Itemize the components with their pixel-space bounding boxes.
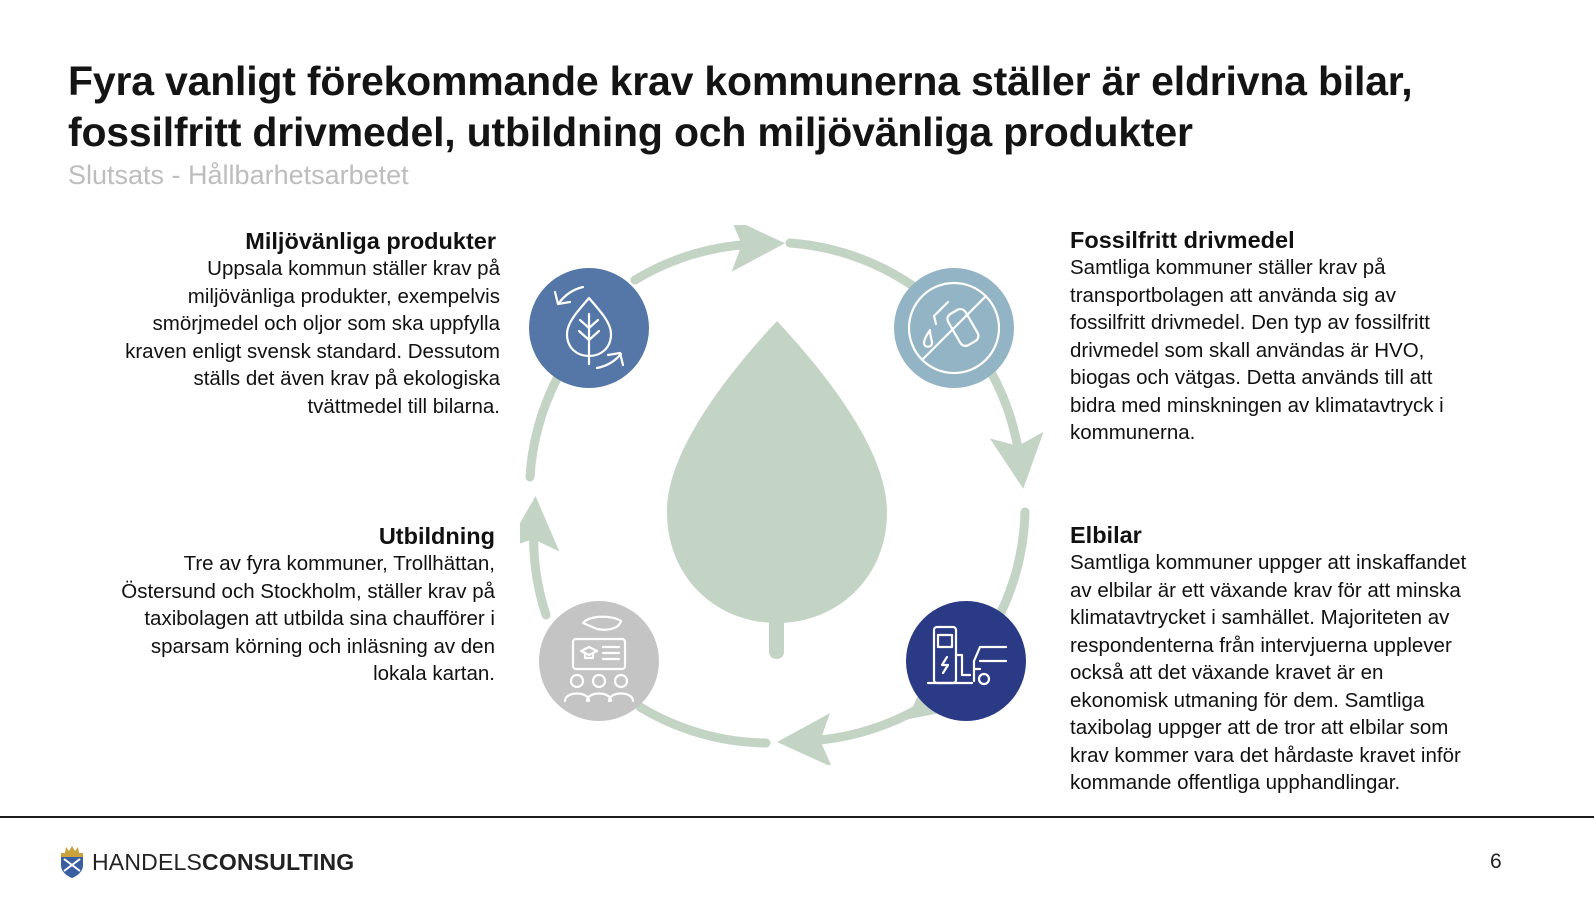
block-line: respondenterna från intervjuerna upplever bbox=[1070, 633, 1452, 657]
block-line: smörjmedel och oljor som ska uppfylla bbox=[152, 312, 500, 335]
cycle-ring-segment bbox=[530, 373, 560, 477]
cycle-diagram bbox=[520, 225, 1060, 765]
brand-name bbox=[92, 849, 354, 876]
block-line: biogas och vätgas. Detta används till att bbox=[1070, 366, 1433, 389]
slide-title-line-2: fossilfritt drivmedel, utbildning och miljövänliga produkter bbox=[68, 109, 1193, 155]
block-line: kommunerna. bbox=[1070, 421, 1196, 444]
block-elbilar bbox=[1070, 521, 1530, 797]
leaf-icon bbox=[667, 321, 887, 659]
block-line: ställs det även krav på ekologiska bbox=[193, 367, 500, 390]
block-utbildning bbox=[80, 522, 495, 688]
block-text bbox=[1070, 254, 1515, 447]
block-line: transportbolagen att använda sig av bbox=[1070, 283, 1396, 307]
brand-name-bold: CONSULTING bbox=[202, 848, 355, 875]
block-line: miljövänliga produkter, exempelvis bbox=[187, 284, 500, 308]
block-line: drivmedel som skall användas är HVO, bbox=[1070, 338, 1425, 362]
block-line: ekonomisk utmaning för dem. Samtliga bbox=[1070, 688, 1425, 712]
block-text bbox=[80, 550, 495, 688]
block-line: krav kommer vara det hårdaste kravet inför bbox=[1070, 743, 1461, 767]
block-line: Uppsala kommun ställer krav på bbox=[207, 257, 500, 280]
block-line: sparsam körning och inläsning av den bbox=[150, 634, 495, 658]
block-line: kraven enligt svensk standard. Dessutom bbox=[125, 339, 500, 363]
block-heading: Utbildning bbox=[378, 523, 495, 549]
crest-icon bbox=[58, 845, 86, 879]
brand-logo bbox=[58, 845, 354, 879]
block-line: Samtliga kommuner ställer krav på bbox=[1070, 256, 1386, 279]
block-line: Tre av fyra kommuner, Trollhättan, bbox=[183, 552, 495, 575]
block-line: taxibolag uppger att de tror att elbilar som bbox=[1070, 716, 1449, 739]
block-line: Samtliga kommuner uppger att inskaffandet bbox=[1070, 551, 1467, 574]
block-line: Östersund och Stockholm, ställer krav på bbox=[121, 579, 495, 603]
cycle-ring-segment bbox=[804, 703, 928, 741]
page-number: 6 bbox=[1490, 850, 1502, 873]
block-line: lokala kartan. bbox=[373, 662, 495, 685]
leaf-recycle-icon bbox=[529, 268, 649, 388]
education-icon bbox=[539, 601, 659, 721]
block-text bbox=[1070, 549, 1530, 797]
block-miljovanliga-produkter bbox=[80, 227, 500, 420]
block-line: kommande offentliga upphandlingar. bbox=[1070, 771, 1401, 794]
block-line: också att det växande kravet är en bbox=[1070, 661, 1384, 684]
block-line: fossilfritt drivmedel. Den typ av fossilfritt bbox=[1070, 311, 1430, 334]
slide-title-line-1: Fyra vanligt förekommande krav kommunerna ställer är eldrivna bilar, bbox=[68, 58, 1413, 104]
block-fossilfritt-drivmedel bbox=[1070, 226, 1515, 447]
block-heading: Fossilfritt drivmedel bbox=[1070, 227, 1295, 253]
block-line: tvättmedel till bilarna. bbox=[307, 394, 500, 418]
block-line: klimatavtrycket i samhället. Majoriteten av bbox=[1070, 606, 1450, 629]
brand-name-regular: HANDELS bbox=[92, 848, 203, 875]
block-heading: Elbilar bbox=[1070, 522, 1142, 548]
block-line: bidra med minskningen av klimatavtryck i bbox=[1070, 393, 1444, 417]
cycle-arrow-top bbox=[635, 244, 758, 280]
block-text bbox=[80, 255, 500, 420]
footer-divider bbox=[0, 816, 1594, 818]
block-line: av elbilar är ett växande krav för att minska bbox=[1070, 578, 1461, 602]
no-fuel-icon bbox=[894, 268, 1014, 388]
cycle-arrow-left bbox=[534, 523, 546, 615]
ev-charging-icon bbox=[906, 601, 1026, 721]
slide-subtitle: Slutsats - Hållbarhetsarbetet bbox=[68, 160, 409, 190]
block-line: taxibolagen att utbilda sina chaufförer i bbox=[144, 607, 495, 630]
cycle-ring-segment bbox=[640, 707, 766, 743]
slide-title bbox=[68, 56, 1508, 158]
block-heading: Miljövänliga produkter bbox=[245, 228, 496, 254]
